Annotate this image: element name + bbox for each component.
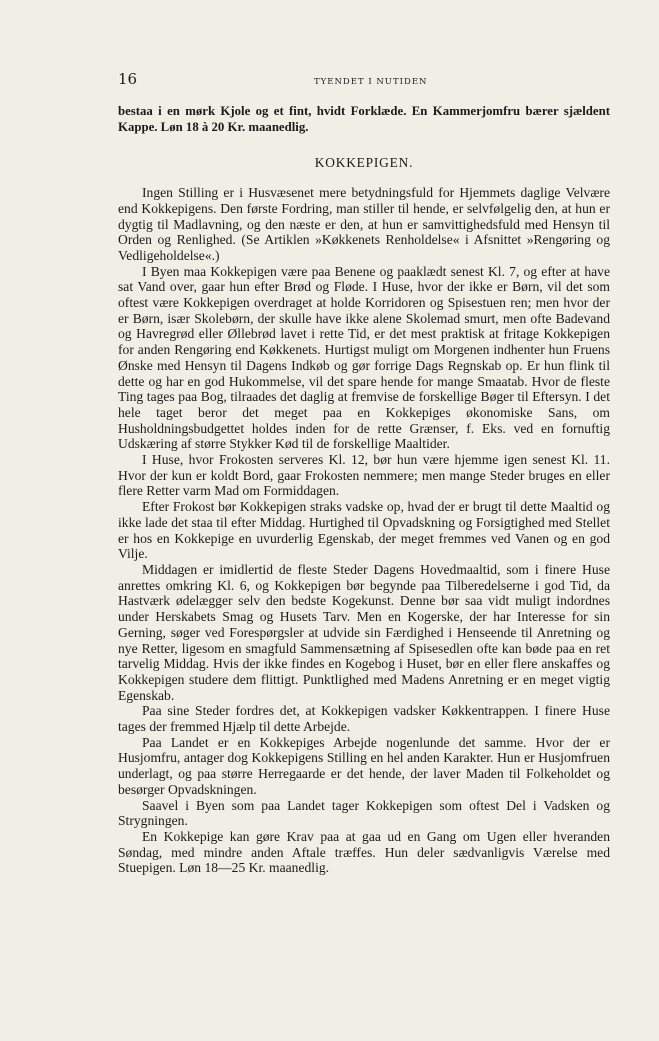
paragraph: Saavel i Byen som paa Landet tager Kokkepigen som oftest Del i Vadsken og Strygningen. [118,797,610,829]
page-body [118,104,610,876]
paragraph: En Kokkepige kan gøre Krav paa at gaa ud en Gang om Ugen eller hveranden Søndag, med mindre anden Aftale træffes. Hun deler sædvanligvis Værelse med Stuepigen. Løn 18—25 Kr. maanedlig. [118,828,610,876]
section-heading: KOKKEPIGEN. [314,155,414,171]
running-header [118,68,612,90]
paragraph: Ingen Stilling er i Husvæsenet mere betydningsfuld for Hjemmets daglige Velvære end Kokkepigens. Den første Fordring, man stiller til hende, er selvfølgelig den, at hun er dygtig til Madlavning, og den næste er den, at hun er samvittighedsfuld med Hensyn til Orden og Renlighed. (Se Artiklen »Køkkenets Renholdelse« i Afsnittet »Rengøring og Vedligeholdelse«.) [118,185,610,263]
paragraph: Paa Landet er en Kokkepiges Arbejde nogenlunde det samme. Hvor der er Husjomfru, antager dog Kokkepigens Stilling en hel anden Karakter. Hun er Husjomfruen underlagt, og paa større Herregaarde er det hende, der laver Maden til Folkeholdet og besørger Opvadskningen. [118,734,610,797]
paragraph: Middagen er imidlertid de fleste Steder Dagens Hovedmaaltid, som i finere Huse anrettes omkring Kl. 6, og Kokkepigen bør begynde paa Tilberedelserne i god Tid, da Hastværk ødelægger selv den bedste Kogekunst. Denne bør saa vidt muligt indordnes under Herskabets Smag og Husets Tarv. Men en Kogerske, der har Interesse for sin Gerning, søger ved Forespørgsler at udvide sin Færdighed i Henseende til Anretning og nye Retter, ligesom en smagfuld Sammensætning af Spisesedlen ofte kan bøde paa en ret tarvelig Middag. Hvis der ikke findes en Kogebog i Huset, bør en eller flere anskaffes og Kokkepigen studere dem flittigt. Punktlighed med Madens Anretning er en meget vigtig Egenskab. [118,561,610,703]
intro-paragraph: bestaa i en mørk Kjole og et fint, hvidt Forklæde. En Kammerjomfru bærer sjældent Kappe. Løn 18 à 20 Kr. maanedlig. [118,104,610,134]
paragraph: Paa sine Steder fordres det, at Kokkepigen vadsker Køkkentrappen. I finere Huse tages der fremmed Hjælp til dette Arbejde. [118,703,610,735]
paragraph: I Huse, hvor Frokosten serveres Kl. 12, bør hun være hjemme igen senest Kl. 11. Hvor der kun er koldt Bord, gaar Frokosten nemmere; men mange Steder bruges en eller flere Retter varm Mad om Formiddagen. [118,452,610,499]
running-title: TYENDET I NUTIDEN [314,77,428,87]
paragraph: I Byen maa Kokkepigen være paa Benene og paaklædt senest Kl. 7, og efter at have sat Vand over, gaar hun efter Brød og Fløde. I Huse, hvor der ikke er Børn, vil det som oftest være Kokkepigen overdraget at holde Korridoren og Spisestuen ren; men hvor der er Børn, især Skolebørn, der skulle have ikke alene Skolemad smurt, men ofte Badevand og Havregrød eller Øllebrød lavet i rette Tid, er det mest praktisk at fritage Kokkepigen for anden Rengøring end Køkkenets. Hurtigst muligt om Morgenen indhenter hun Fruens Ønske med Hensyn til Dagens Indkøb og gør forrige Dags Regnskab op. Er hun flink til dette og har en god Hukommelse, vil det spare hende for mange Smaatab. Hvor de fleste Ting tages paa Bog, tilraades det daglig at fremvise de forskellige Bøger til Eftersyn. I det hele taget beror det meget paa en Kokkepiges økonomiske Sans, om Husholdningsbudgettet holdes inden for de rette Grænser, f. Eks. ved en fornuftig Udskæring af større Stykker Kød til de forskellige Maaltider. [118,263,610,452]
page-number: 16 [118,70,138,88]
paragraph: Efter Frokost bør Kokkepigen straks vadske op, hvad der er brugt til dette Maaltid og ikke lade det staa til efter Middag. Hurtighed til Opvadskning og Forsigtighed med Stellet er hos en Kokkepige en uvurderlig Egenskab, der meget fremmes ved Vanen og en god Vilje. [118,499,610,562]
